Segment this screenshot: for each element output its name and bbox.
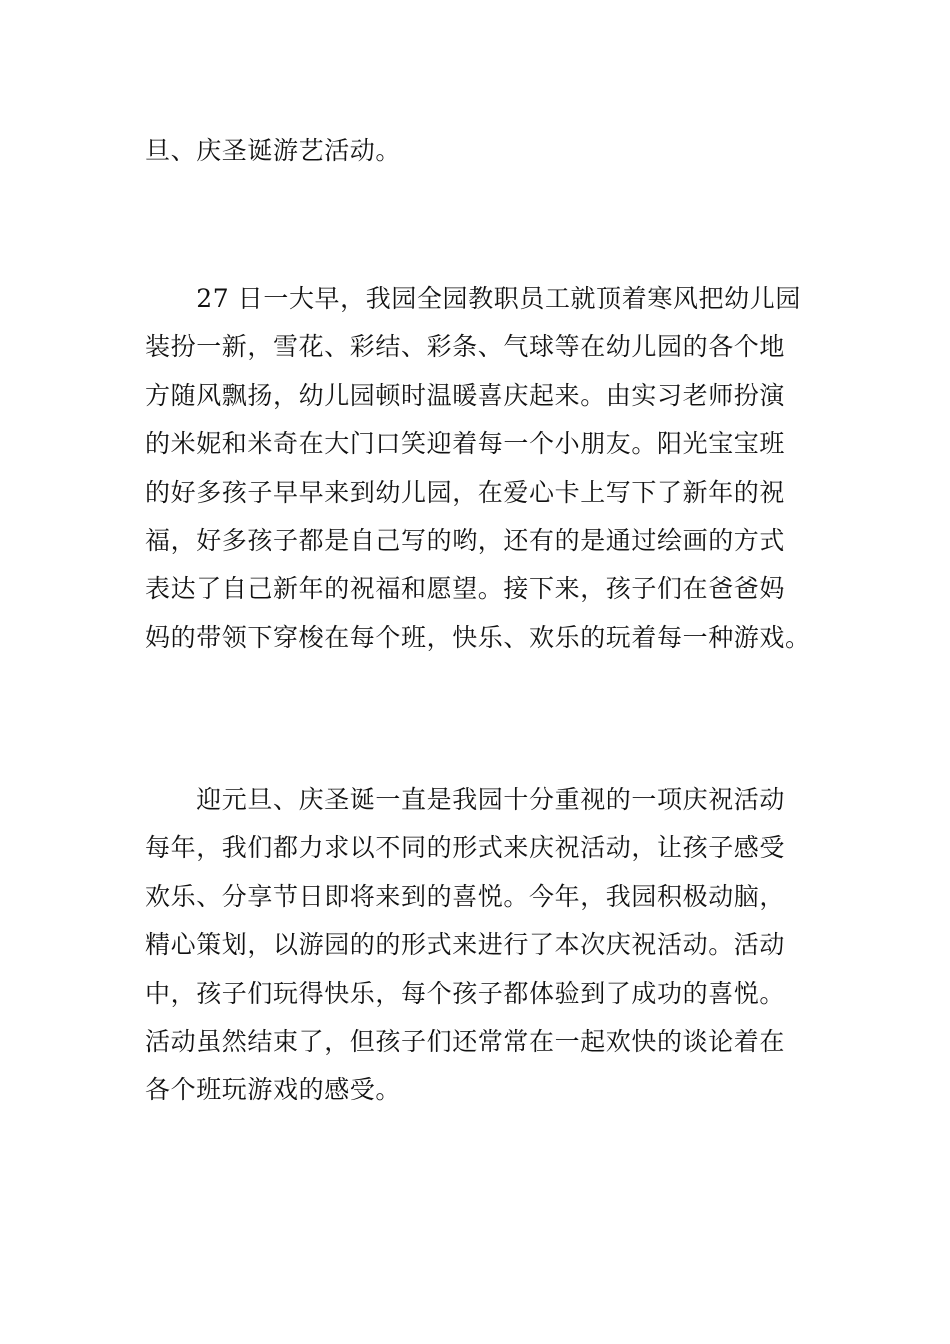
text-line: 中，孩子们玩得快乐，每个孩子都体验到了成功的喜悦。	[145, 978, 786, 1008]
text-line: 每年，我们都力求以不同的形式来庆祝活动，让孩子感受	[145, 833, 786, 863]
text-line: 方随风飘扬，幼儿园顿时温暖喜庆起来。由实习老师扮演	[145, 380, 786, 410]
text-line: 精心策划，以游园的的形式来进行了本次庆祝活动。活动	[145, 930, 786, 960]
text-line: 欢乐、分享节日即将来到的喜悦。今年，我园积极动脑，	[145, 881, 786, 911]
text-line: 妈的带领下穿梭在每个班，快乐、欢乐的玩着每一种游戏。	[145, 622, 811, 652]
text-line: 各个班玩游戏的感受。	[145, 1075, 402, 1105]
text-line: 旦、庆圣诞游艺活动。	[145, 136, 402, 165]
text-line: 装扮一新，雪花、彩结、彩条、气球等在幼儿园的各个地	[145, 332, 786, 362]
text-line: 的好多孩子早早来到幼儿园，在爱心卡上写下了新年的祝	[145, 477, 786, 507]
text-line: 的米妮和米奇在大门口笑迎着每一个小朋友。阳光宝宝班	[145, 429, 786, 459]
paragraph-3	[145, 776, 810, 1115]
text-line: 表达了自己新年的祝福和愿望。接下来，孩子们在爸爸妈	[145, 574, 786, 604]
paragraph-1	[145, 127, 810, 175]
text-line: 活动虽然结束了，但孩子们还常常在一起欢快的谈论着在	[145, 1027, 786, 1057]
text-line: 福，好多孩子都是自己写的哟，还有的是通过绘画的方式	[145, 526, 786, 556]
paragraph-2	[145, 275, 810, 662]
text-line: 迎元旦、庆圣诞一直是我园十分重视的一项庆祝活动	[145, 785, 786, 814]
text-line: 27 日一大早，我园全园教职员工就顶着寒风把幼儿园	[145, 284, 801, 313]
